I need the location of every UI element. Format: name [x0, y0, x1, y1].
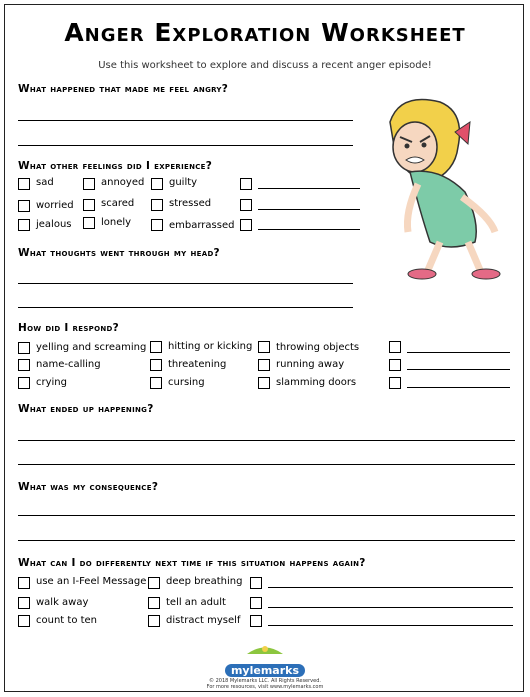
other-response-line[interactable] [407, 387, 510, 388]
label-yelling: yelling and screaming [36, 342, 147, 353]
label-distract-myself: distract myself [166, 615, 241, 626]
label-jealous: jealous [36, 219, 72, 230]
other-response-line[interactable] [407, 352, 510, 353]
mylemarks-logo: mylemarks [225, 664, 305, 677]
checkbox-count-to-ten[interactable] [18, 615, 30, 627]
checkbox-other-response[interactable] [389, 359, 401, 371]
checkbox-worried[interactable] [18, 200, 30, 212]
other-feeling-line[interactable] [258, 188, 360, 189]
checkbox-other-alternative[interactable] [250, 615, 262, 627]
label-lonely: lonely [101, 217, 132, 228]
checkbox-embarrassed[interactable] [151, 219, 163, 231]
question-what-happened: What happened that made me feel angry? [18, 83, 229, 95]
label-threatening: threatening [168, 359, 227, 370]
answer-line[interactable] [18, 307, 353, 308]
label-name-calling: name-calling [36, 359, 101, 370]
checkbox-other-feeling[interactable] [240, 219, 252, 231]
checkbox-name-calling[interactable] [18, 359, 30, 371]
label-guilty: guilty [169, 177, 198, 188]
label-embarrassed: embarrassed [169, 220, 235, 231]
copyright-text: © 2018 Mylemarks LLC. All Rights Reserved. [209, 678, 321, 684]
checkbox-stressed[interactable] [151, 199, 163, 211]
label-walk-away: walk away [36, 597, 89, 608]
question-do-differently: What can I do differently next time if this situation happens again? [18, 557, 366, 569]
label-cursing: cursing [168, 377, 205, 388]
other-feeling-line[interactable] [258, 229, 360, 230]
footer [0, 640, 530, 690]
page-subtitle: Use this worksheet to explore and discuss a recent anger episode! [98, 60, 432, 71]
label-sad: sad [36, 177, 54, 188]
other-alternative-line[interactable] [268, 607, 513, 608]
checkbox-i-feel-message[interactable] [18, 577, 30, 589]
other-alternative-line[interactable] [268, 587, 513, 588]
label-running-away: running away [276, 359, 345, 370]
checkbox-throwing[interactable] [258, 341, 270, 353]
label-stressed: stressed [169, 198, 212, 209]
other-response-line[interactable] [407, 369, 510, 370]
answer-line[interactable] [18, 440, 515, 441]
other-feeling-line[interactable] [258, 209, 360, 210]
checkbox-yelling[interactable] [18, 342, 30, 354]
angry-girl-illustration [370, 92, 515, 282]
question-other-feelings: What other feelings did I experience? [18, 160, 213, 172]
label-throwing: throwing objects [276, 342, 360, 353]
label-slamming-doors: slamming doors [276, 377, 357, 388]
checkbox-other-response[interactable] [389, 341, 401, 353]
checkbox-other-feeling[interactable] [240, 178, 252, 190]
checkbox-jealous[interactable] [18, 219, 30, 231]
answer-line[interactable] [18, 120, 353, 121]
label-i-feel-message: use an I-Feel Message [36, 576, 147, 587]
checkbox-sad[interactable] [18, 178, 30, 190]
checkbox-deep-breathing[interactable] [148, 577, 160, 589]
checkbox-running-away[interactable] [258, 359, 270, 371]
question-thoughts: What thoughts went through my head? [18, 247, 220, 259]
answer-line[interactable] [18, 283, 353, 284]
checkbox-walk-away[interactable] [18, 597, 30, 609]
label-tell-adult: tell an adult [166, 597, 226, 608]
answer-line[interactable] [18, 540, 515, 541]
label-crying: crying [36, 377, 67, 388]
checkbox-scared[interactable] [83, 199, 95, 211]
mylemarks-logo-graphic [245, 643, 285, 655]
checkbox-other-alternative[interactable] [250, 577, 262, 589]
label-annoyed: annoyed [101, 177, 145, 188]
page-title: Anger Exploration Worksheet [64, 18, 466, 47]
checkbox-guilty[interactable] [151, 178, 163, 190]
checkbox-distract-myself[interactable] [148, 615, 160, 627]
answer-line[interactable] [18, 515, 515, 516]
checkbox-other-alternative[interactable] [250, 597, 262, 609]
label-scared: scared [101, 198, 135, 209]
checkbox-crying[interactable] [18, 377, 30, 389]
label-deep-breathing: deep breathing [166, 576, 243, 587]
question-ended-up-happening: What ended up happening? [18, 403, 154, 415]
checkbox-cursing[interactable] [150, 377, 162, 389]
other-alternative-line[interactable] [268, 625, 513, 626]
question-how-respond: How did I respond? [18, 322, 120, 334]
label-worried: worried [36, 200, 74, 211]
checkbox-hitting[interactable] [150, 341, 162, 353]
label-hitting: hitting or kicking [168, 341, 253, 352]
checkbox-other-feeling[interactable] [240, 199, 252, 211]
checkbox-threatening[interactable] [150, 359, 162, 371]
answer-line[interactable] [18, 145, 353, 146]
checkbox-annoyed[interactable] [83, 178, 95, 190]
label-count-to-ten: count to ten [36, 615, 98, 626]
checkbox-tell-adult[interactable] [148, 597, 160, 609]
checkbox-other-response[interactable] [389, 377, 401, 389]
checkbox-lonely[interactable] [83, 217, 95, 229]
answer-line[interactable] [18, 464, 515, 465]
question-consequence: What was my consequence? [18, 481, 159, 493]
resources-text: For more resources, visit www.mylemarks.com [206, 684, 324, 690]
checkbox-slamming-doors[interactable] [258, 377, 270, 389]
